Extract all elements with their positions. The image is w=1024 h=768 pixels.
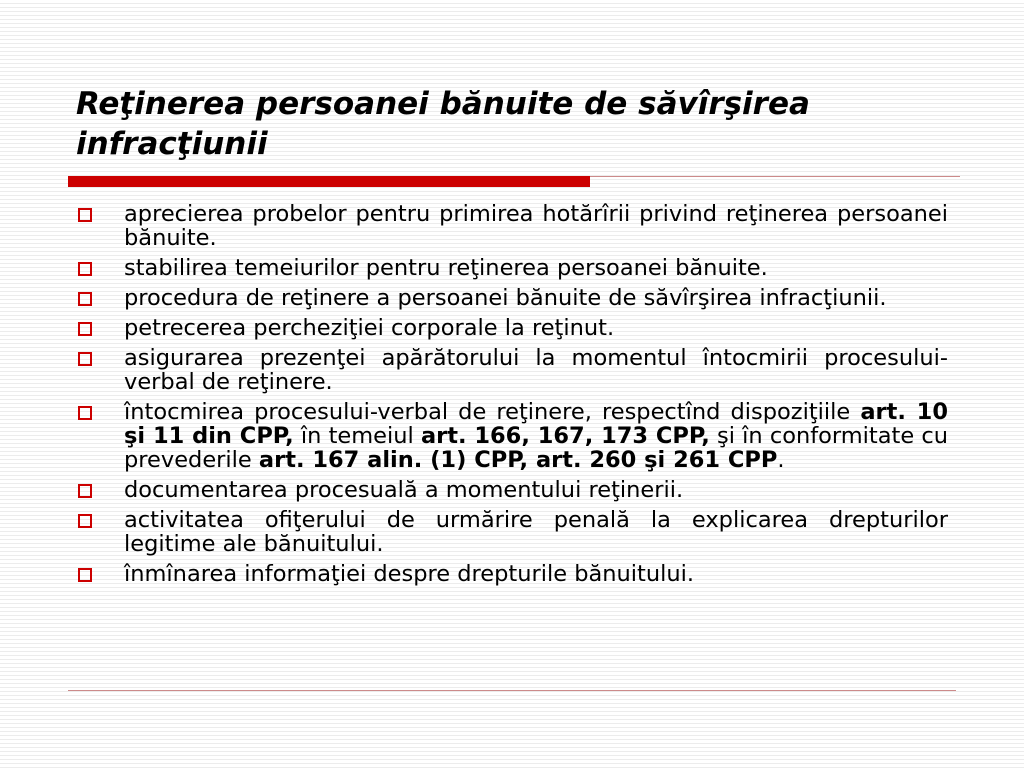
- hollow-square-bullet-icon: [78, 322, 92, 336]
- bullet-text: documentarea procesuală a momentului reţinerii.: [124, 477, 684, 503]
- bullet-item: [76, 400, 948, 472]
- bullet-text: petrecerea percheziţiei corporale la reţinut.: [124, 315, 615, 341]
- hollow-square-bullet-icon: [78, 292, 92, 306]
- bullet-text-part-bold: art. 167 alin. (1) CPP, art. 260 şi 261 CPP: [258, 447, 778, 473]
- bullet-text-part: întocmirea procesului-verbal de reţinere, respectînd dispoziţiile: [124, 399, 861, 425]
- bullet-text-part-bold: art. 10 şi 11 din CPP,: [124, 399, 948, 449]
- bullet-item: [76, 478, 948, 502]
- bullet-list: [76, 202, 948, 592]
- bullet-item: [76, 286, 948, 310]
- bullet-item: [76, 202, 948, 250]
- bullet-text-part: în temeiul: [293, 423, 421, 449]
- bullet-text: procedura de reţinere a persoanei bănuite de săvîrşirea infracţiunii.: [124, 285, 887, 311]
- bullet-text-part: şi în conformitate cu prevederile: [124, 423, 949, 473]
- hollow-square-bullet-icon: [78, 568, 92, 582]
- hollow-square-bullet-icon: [78, 352, 92, 366]
- bullet-item: [76, 508, 948, 556]
- bullet-item: [76, 562, 948, 586]
- bullet-text-part: .: [777, 447, 785, 473]
- hollow-square-bullet-icon: [78, 262, 92, 276]
- bullet-text: activitatea ofiţerului de urmărire penală la explicarea drepturilor legitime ale bănuitului.: [124, 507, 948, 557]
- hollow-square-bullet-icon: [78, 208, 92, 222]
- bullet-item: [76, 256, 948, 280]
- hollow-square-bullet-icon: [78, 484, 92, 498]
- bullet-text: aprecierea probelor pentru primirea hotărîrii privind reţinerea persoanei bănuite.: [124, 201, 948, 251]
- bullet-text: înmînarea informaţiei despre drepturile bănuitului.: [124, 561, 695, 587]
- hollow-square-bullet-icon: [78, 514, 92, 528]
- bullet-item: [76, 316, 948, 340]
- title-underline-thin-rule: [590, 176, 960, 177]
- footer-rule: [68, 690, 956, 691]
- title-underline-red-bar: [68, 176, 590, 187]
- bullet-text: stabilirea temeiurilor pentru reţinerea persoanei bănuite.: [124, 255, 768, 281]
- bullet-text: asigurarea prezenţei apărătorului la momentul întocmirii procesului-verbal de reţinere.: [124, 345, 948, 395]
- slide-title: Reţinerea persoanei bănuite de săvîrşirea infracţiunii: [76, 86, 810, 162]
- bullet-text-part-bold: art. 166, 167, 173 CPP,: [420, 423, 710, 449]
- bullet-item: [76, 346, 948, 394]
- hollow-square-bullet-icon: [78, 406, 92, 420]
